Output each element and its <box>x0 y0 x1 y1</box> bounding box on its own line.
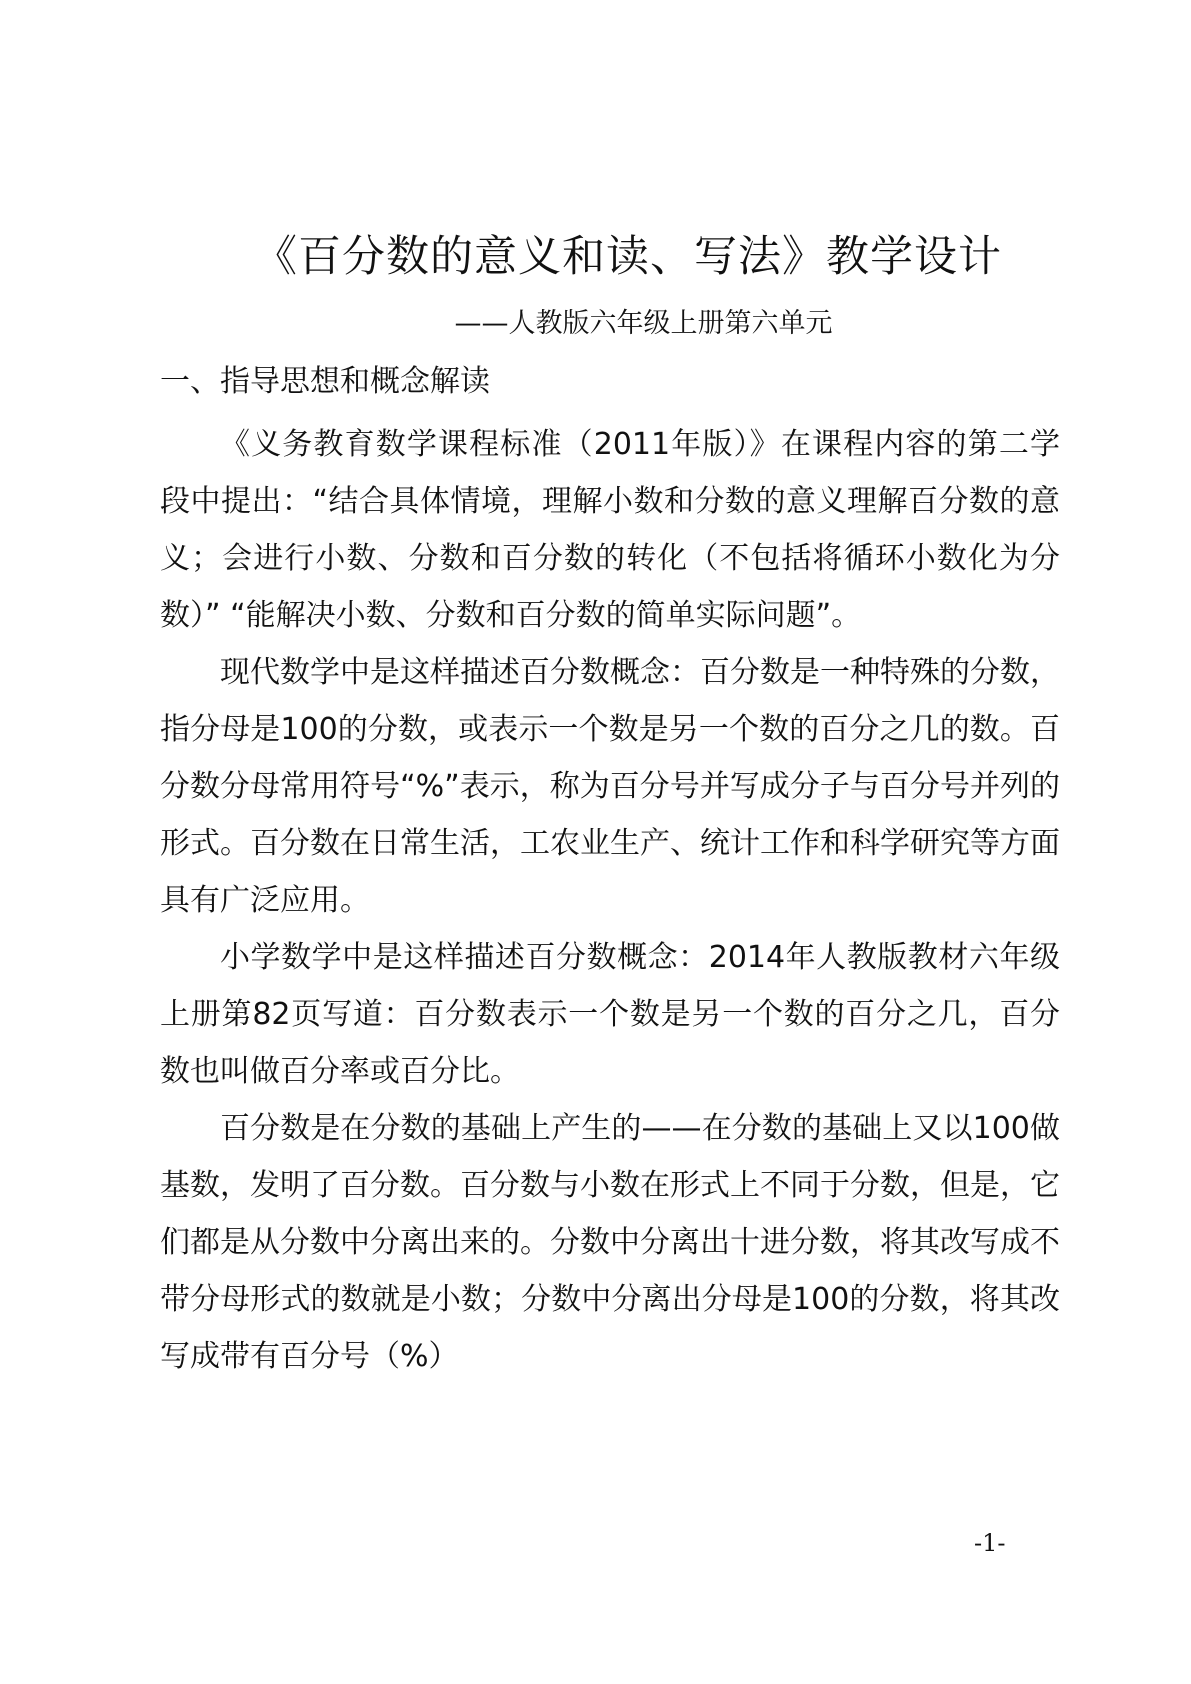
paragraph-primary-definition: 小学数学中是这样描述百分数概念：2014年人教版教材六年级上册第82页写道：百分数表示一个数是另一个数的百分之几，百分数也叫做百分率或百分比。 <box>160 940 1060 1089</box>
paragraph-origin: 百分数是在分数的基础上产生的——在分数的基础上又以100做基数，发明了百分数。百分数与小数在形式上不同于分数，但是，它们都是从分数中分离出来的。分数中分离出十进分数，将其改写成不带分母形式的数就是小数；分数中分离出分母是100的分数，将其改写成带有百分号（%） <box>160 1111 1060 1374</box>
paragraph-modern-definition: 现代数学中是这样描述百分数概念：百分数是一种特殊的分数，指分母是100的分数，或表示一个数是另一个数的百分之几的数。百分数分母常用符号“%”表示，称为百分号并写成分子与百分号并列的形式。百分数在日常生活，工农业生产、统计工作和科学研究等方面具有广泛应用。 <box>160 655 1060 918</box>
section-heading: 一、指导思想和概念解读 <box>160 364 490 399</box>
document-title: 《百分数的意义和读、写法》教学设计 <box>254 232 1002 282</box>
body-text <box>160 416 1060 1385</box>
document-subtitle: ——人教版六年级上册第六单元 <box>454 308 833 339</box>
page-number: -1- <box>974 1529 1006 1557</box>
paragraph-curriculum-standard: 《义务教育数学课程标准（2011年版）》在课程内容的第二学段中提出：“结合具体情境，理解小数和分数的意义理解百分数的意义；会进行小数、分数和百分数的转化（不包括将循环小数化为分数）” “能解决小数、分数和百分数的简单实际问题”。 <box>160 427 1060 633</box>
